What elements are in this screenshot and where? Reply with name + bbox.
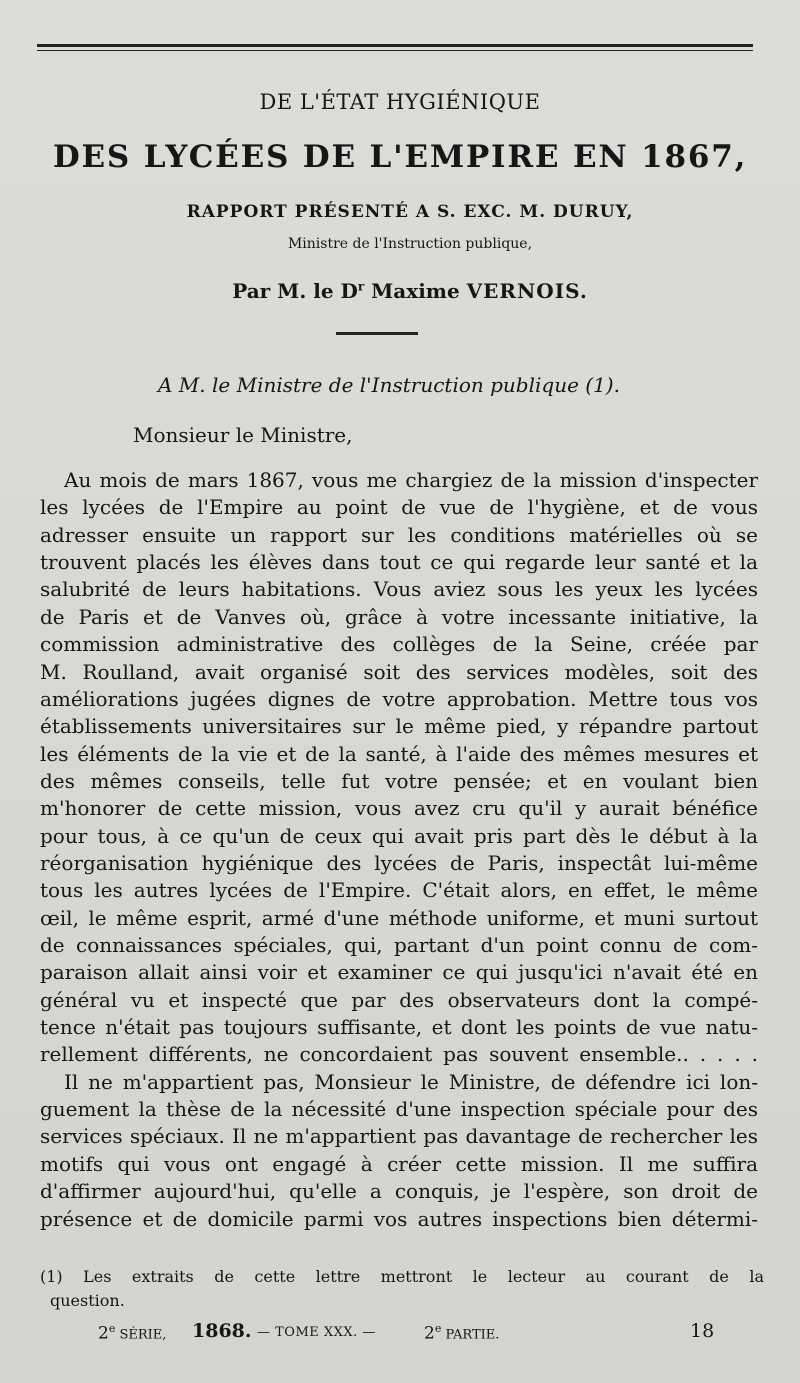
body-line: établissements universitaires sur le même pied, y répandre partout xyxy=(40,714,758,739)
body-line: les éléments de la vie et de la santé, à l'aide des mêmes mesures et xyxy=(40,741,758,766)
body-line: commission administrative des collèges de la Seine, créée par xyxy=(40,632,758,657)
body-line: pour tous, à ce qu'un de ceux qui avait pris part dès le début à la xyxy=(40,823,758,848)
author-sup: r xyxy=(357,279,365,294)
part-sup: e xyxy=(434,1322,442,1335)
body-line: de connaissances spéciales, qui, partant d'un point connu de com- xyxy=(40,933,758,957)
body-line: présence et de domicile parmi vos autres inspections bien détermi- xyxy=(40,1206,758,1231)
footer-year: 1868. xyxy=(192,1320,252,1342)
salutation: Monsieur le Ministre, xyxy=(133,423,353,447)
body-line: œil, le même esprit, armé d'une méthode uniforme, et muni surtout xyxy=(40,905,758,930)
footnote-line: question. xyxy=(50,1291,125,1310)
footer-part xyxy=(424,1322,499,1344)
body-line: services spéciaux. Il ne m'appartient pas davantage de rechercher les xyxy=(40,1124,758,1149)
body-line: paraison allait ainsi voir et examiner ce qui jusqu'ici n'avait été en xyxy=(40,960,758,985)
part-word: PARTIE. xyxy=(441,1327,500,1343)
author-surname: VERNOIS. xyxy=(466,279,588,303)
body-line: salubrité de leurs habitations. Vous aviez sous les yeux les lycées xyxy=(40,577,758,602)
body-line: de Paris et de Vanves où, grâce à votre incessante initiative, la xyxy=(40,604,758,629)
body-line: M. Roulland, avait organisé soit des services modèles, soit des xyxy=(40,659,758,684)
part-number: 2 xyxy=(424,1323,435,1344)
top-rule-thin xyxy=(37,50,753,51)
body-line: améliorations jugées dignes de votre approbation. Mettre tous vos xyxy=(40,686,758,711)
author-name: Maxime xyxy=(364,279,467,303)
dedication: A M. le Ministre de l'Instruction publique (1). xyxy=(158,373,620,397)
body-line: d'affirmer aujourd'hui, qu'elle a conquis, je l'espère, son droit de xyxy=(40,1179,758,1204)
body-line: des mêmes conseils, telle fut votre pensée; et en voulant bien xyxy=(40,768,758,793)
body-line: m'honorer de cette mission, vous avez cru qu'il y aurait bénéfice xyxy=(40,796,758,821)
body-line: les lycées de l'Empire au point de vue de l'hygiène, et de vous xyxy=(40,495,758,520)
footnote-line: (1) Les extraits de cette lettre mettront le lecteur au courant de la xyxy=(40,1267,764,1286)
title-line-2: DES LYCÉES DE L'EMPIRE EN 1867, xyxy=(52,139,748,175)
body-line: réorganisation hygiénique des lycées de Paris, inspectât lui-même xyxy=(40,850,758,875)
series-word: SÉRIE, xyxy=(115,1327,167,1343)
body-line: motifs qui vous ont engagé à créer cette mission. Il me suffira xyxy=(40,1151,758,1176)
report-line: RAPPORT PRÉSENTÉ A S. EXC. M. DURUY, xyxy=(186,202,634,222)
footer-series xyxy=(98,1322,166,1344)
footer-tome: — TOME XXX. — xyxy=(257,1325,376,1340)
page-number: 18 xyxy=(690,1320,715,1342)
top-rule xyxy=(37,44,753,47)
series-sup: e xyxy=(108,1322,116,1335)
body-line: Il ne m'appartient pas, Monsieur le Ministre, de défendre ici lon- xyxy=(64,1069,758,1094)
minister-line: Ministre de l'Instruction publique, xyxy=(287,236,533,252)
series-number: 2 xyxy=(98,1323,109,1344)
body-line: tence n'était pas toujours suffisante, et dont les points de vue natu- xyxy=(40,1015,758,1039)
body-line: trouvent placés les élèves dans tout ce qui regarde leur santé et la xyxy=(40,550,758,574)
body-line: rellement différents, ne concordaient pas souvent ensemble.. . . . . xyxy=(40,1042,758,1067)
body-line: général vu et inspecté que par des observateurs dont la compé- xyxy=(40,987,758,1012)
body-line: guement la thèse de la nécessité d'une inspection spéciale pour des xyxy=(40,1097,758,1122)
body-line: Au mois de mars 1867, vous me chargiez de la mission d'inspecter xyxy=(64,468,758,492)
title-line-1: DE L'ÉTAT HYGIÉNIQUE xyxy=(259,90,541,114)
separator-rule xyxy=(336,332,418,335)
body-line: adresser ensuite un rapport sur les conditions matérielles où se xyxy=(40,522,758,547)
author-line xyxy=(10,279,800,303)
author-prefix: Par M. le D xyxy=(232,279,358,303)
body-line: tous les autres lycées de l'Empire. C'était alors, en effet, le même xyxy=(40,878,758,903)
